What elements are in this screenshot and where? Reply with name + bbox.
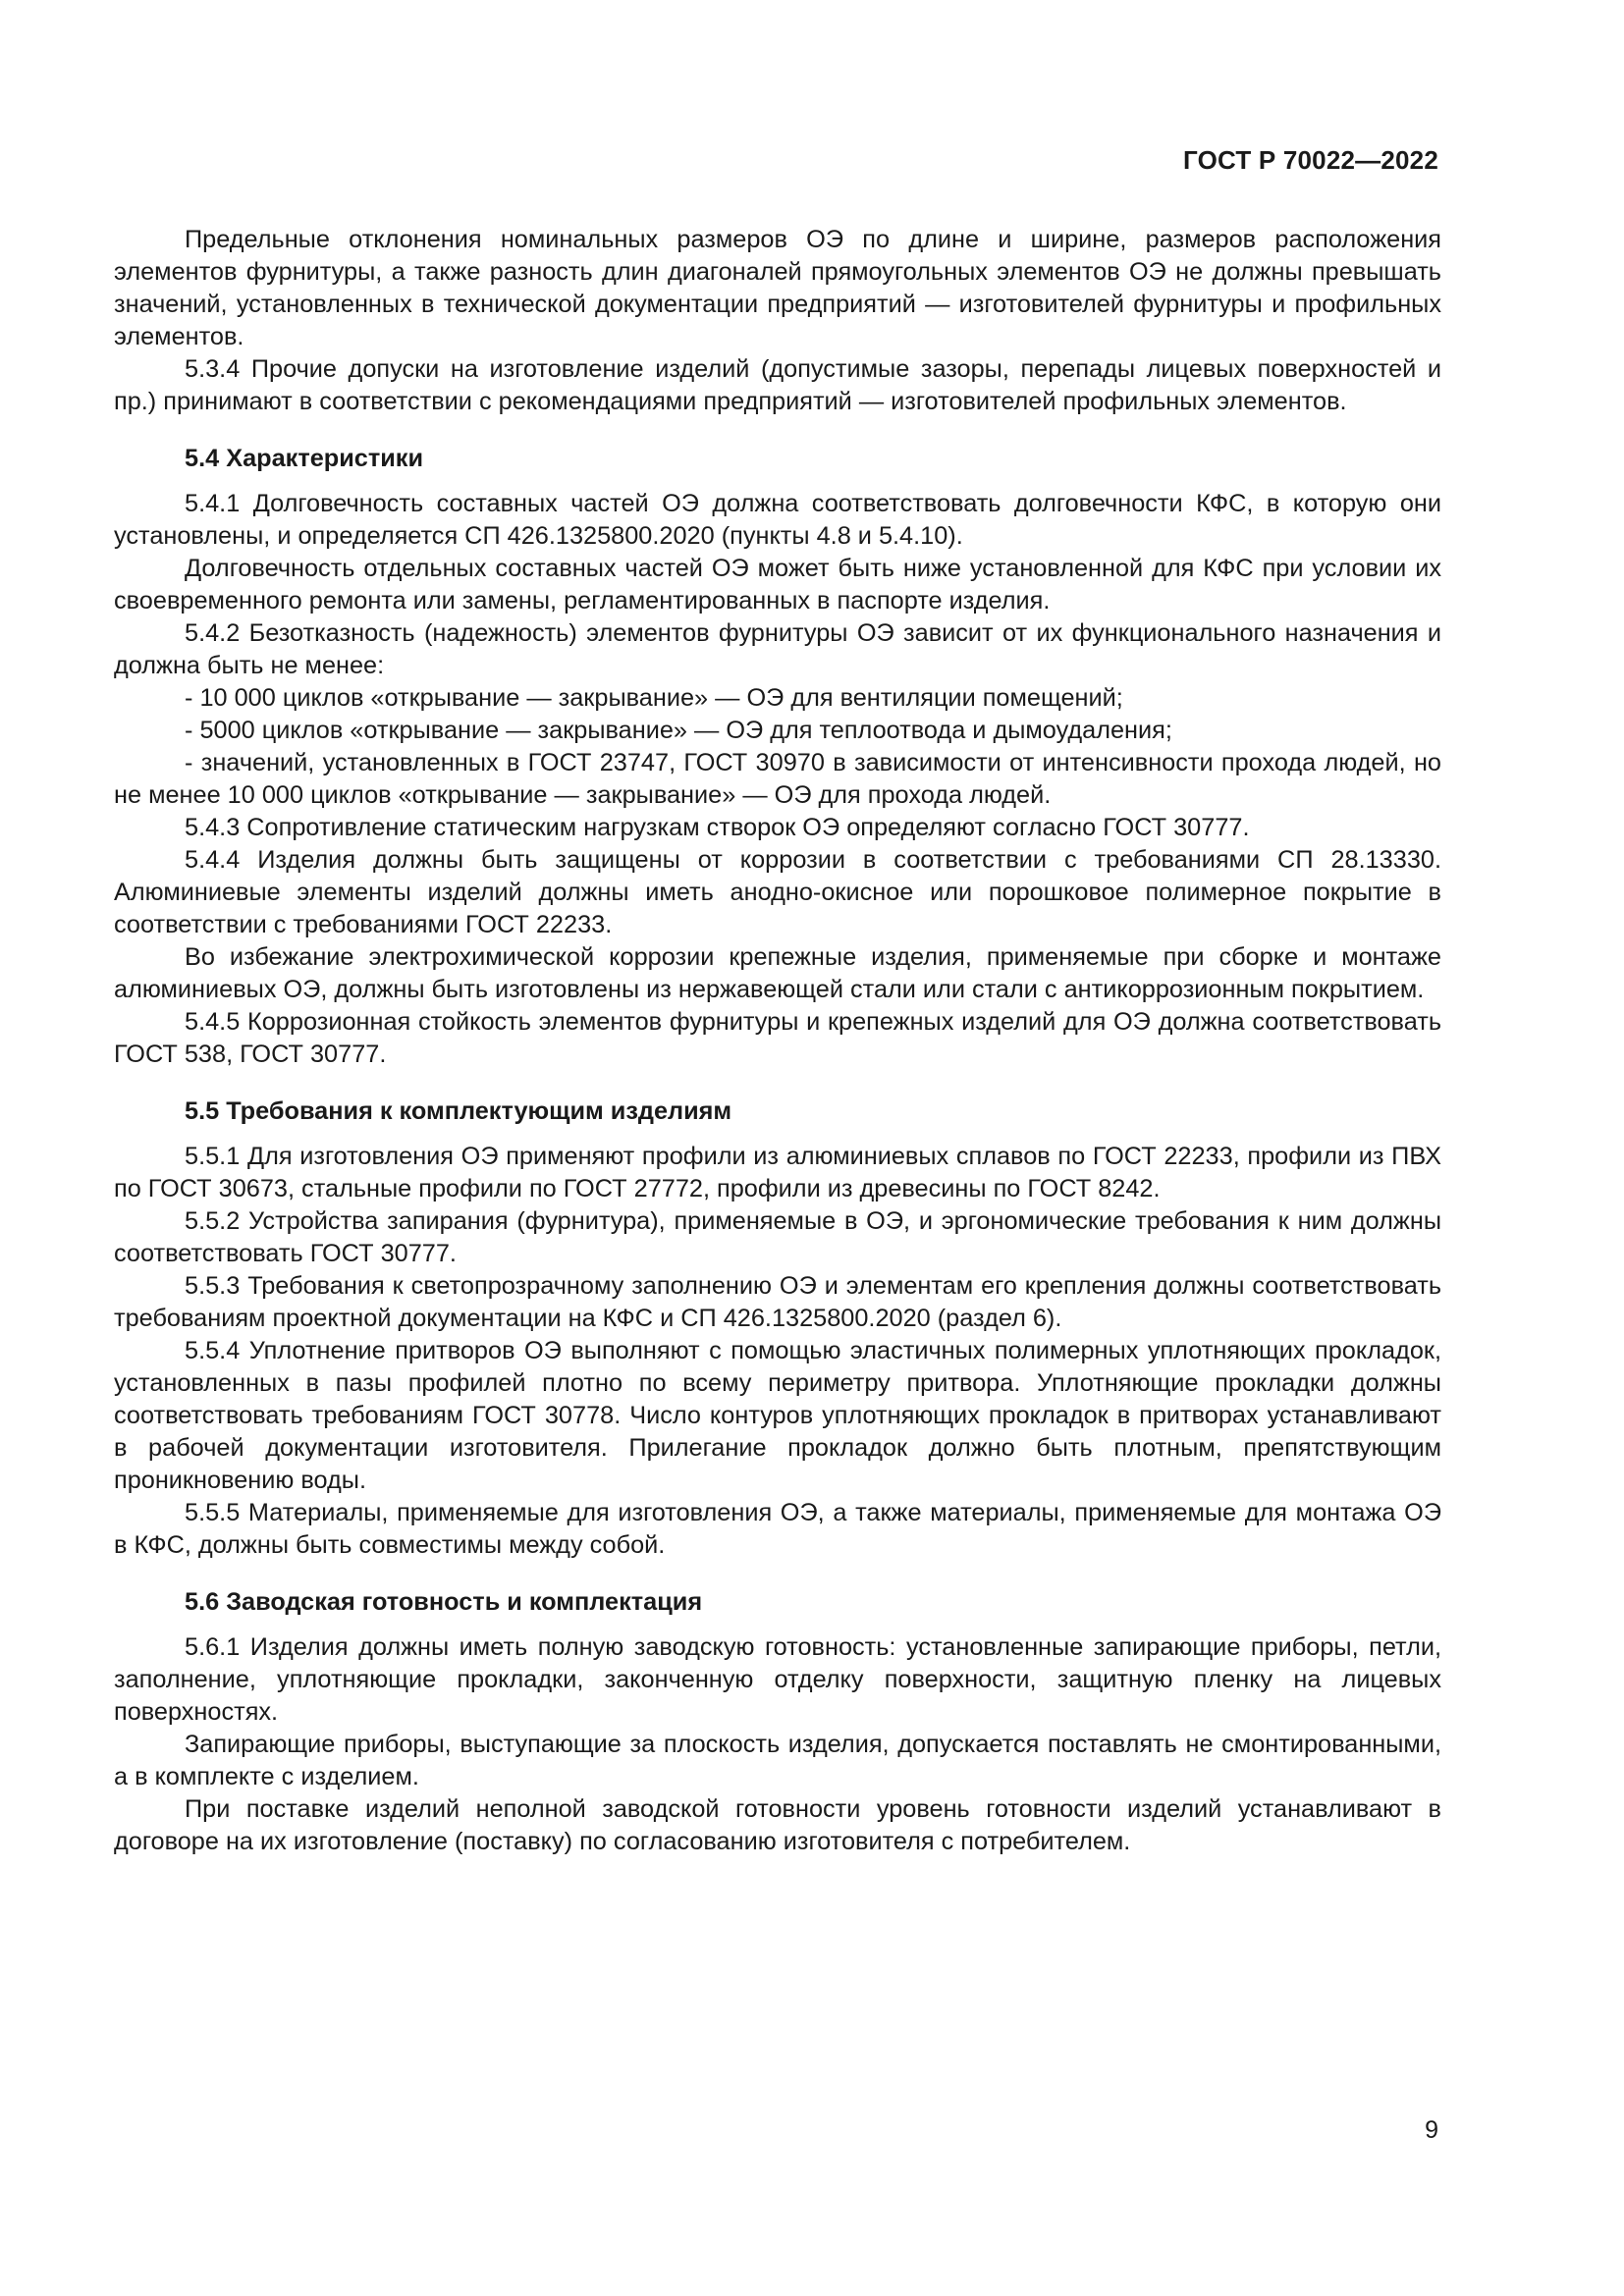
- paragraph: 5.5.3 Требования к светопрозрачному заполнению ОЭ и элементам его крепления должны соответствовать требованиям проектной документации на КФС и СП 426.1325800.2020 (раздел 6).: [114, 1272, 1441, 1332]
- paragraph: 5.4.3 Сопротивление статическим нагрузкам створок ОЭ определяют согласно ГОСТ 30777.: [185, 814, 1250, 841]
- spacer: [114, 475, 1441, 488]
- paragraph: 5.6.1 Изделия должны иметь полную заводскую готовность: установленные запирающие приборы, петли, заполнение, уплотняющие прокладки, законченную отделку поверхности, защитную пленку на лицевых поверхностях.: [114, 1633, 1441, 1726]
- paragraph: При поставке изделий неполной заводской готовности уровень готовности изделий устанавливают в договоре на их изготовление (поставку) по согласованию изготовителя с потребителем.: [114, 1795, 1441, 1855]
- list-item: - значений, установленных в ГОСТ 23747, ГОСТ 30970 в зависимости от интенсивности прохода людей, но не менее 10 000 циклов «открывание — закрывание» — ОЭ для прохода людей.: [114, 749, 1441, 809]
- paragraph: 5.5.1 Для изготовления ОЭ применяют профили из алюминиевых сплавов по ГОСТ 22233, профили из ПВХ по ГОСТ 30673, стальные профили по ГОСТ 27772, профили из древесины по ГОСТ 8242.: [114, 1143, 1441, 1202]
- spacer: [114, 1071, 1441, 1095]
- paragraph: Запирающие приборы, выступающие за плоскость изделия, допускается поставлять не смонтированными, а в комплекте с изделием.: [114, 1731, 1441, 1790]
- spacer: [114, 1562, 1441, 1586]
- document-code: ГОСТ Р 70022—2022: [1183, 145, 1438, 175]
- list-item: - 5000 циклов «открывание — закрывание» — ОЭ для теплоотвода и дымоудаления;: [185, 717, 1172, 744]
- spacer: [114, 1619, 1441, 1631]
- section-heading-5-4: 5.4 Характеристики: [185, 445, 424, 472]
- list-item: - 10 000 циклов «открывание — закрывание» — ОЭ для вентиляции помещений;: [185, 684, 1123, 712]
- paragraph: 5.4.4 Изделия должны быть защищены от коррозии в соответствии с требованиями СП 28.13330. Алюминиевые элементы изделий должны иметь анодно-окисное или порошковое полимерное покрытие в соответствии с требованиями ГОСТ 22233.: [114, 846, 1441, 938]
- spacer: [114, 418, 1441, 443]
- paragraph: 5.4.1 Долговечность составных частей ОЭ должна соответствовать долговечности КФС, в которую они установлены, и определяется СП 426.1325800.2020 (пункты 4.8 и 5.4.10).: [114, 490, 1441, 550]
- paragraph: 5.3.4 Прочие допуски на изготовление изделий (допустимые зазоры, перепады лицевых поверхностей и пр.) принимают в соответствии с рекомендациями предприятий — изготовителей профильных элементов.: [114, 355, 1441, 415]
- document-body: [114, 224, 1441, 1858]
- paragraph: Долговечность отдельных составных частей ОЭ может быть ниже установленной для КФС при условии их своевременного ремонта или замены, регламентированных в паспорте изделия.: [114, 555, 1441, 614]
- paragraph: Во избежание электрохимической коррозии крепежные изделия, применяемые при сборке и монтаже алюминиевых ОЭ, должны быть изготовлены из нержавеющей стали или стали с антикоррозионным покрытием.: [114, 943, 1441, 1003]
- section-heading-5-5: 5.5 Требования к комплектующим изделиям: [185, 1097, 732, 1125]
- paragraph: 5.5.2 Устройства запирания (фурнитура), применяемые в ОЭ, и эргономические требования к ним должны соответствовать ГОСТ 30777.: [114, 1207, 1441, 1267]
- paragraph: Предельные отклонения номинальных размеров ОЭ по длине и ширине, размеров расположения элементов фурнитуры, а также разность длин диагоналей прямоугольных элементов ОЭ не должны превышать значений, установленных в технической документации предприятий — изготовителей фурнитуры и профильных элементов.: [114, 226, 1441, 350]
- paragraph: 5.4.2 Безотказность (надежность) элементов фурнитуры ОЭ зависит от их функционального назначения и должна быть не менее:: [114, 619, 1441, 679]
- paragraph: 5.5.5 Материалы, применяемые для изготовления ОЭ, а также материалы, применяемые для монтажа ОЭ в КФС, должны быть совместимы между собой.: [114, 1499, 1441, 1559]
- paragraph: 5.5.4 Уплотнение притворов ОЭ выполняют с помощью эластичных полимерных уплотняющих прокладок, установленных в пазы профилей плотно по всему периметру притвора. Уплотняющие прокладки должны соответствовать требованиям ГОСТ 30778. Число контуров уплотняющих прокладок в притворах устанавливают в рабочей документации изготовителя. Прилегание прокладок должно быть плотным, препятствующим проникновению воды.: [114, 1337, 1441, 1494]
- section-heading-5-6: 5.6 Заводская готовность и комплектация: [185, 1588, 703, 1616]
- spacer: [114, 1128, 1441, 1141]
- page-number: 9: [1425, 2116, 1438, 2144]
- paragraph: 5.4.5 Коррозионная стойкость элементов фурнитуры и крепежных изделий для ОЭ должна соответствовать ГОСТ 538, ГОСТ 30777.: [114, 1008, 1441, 1068]
